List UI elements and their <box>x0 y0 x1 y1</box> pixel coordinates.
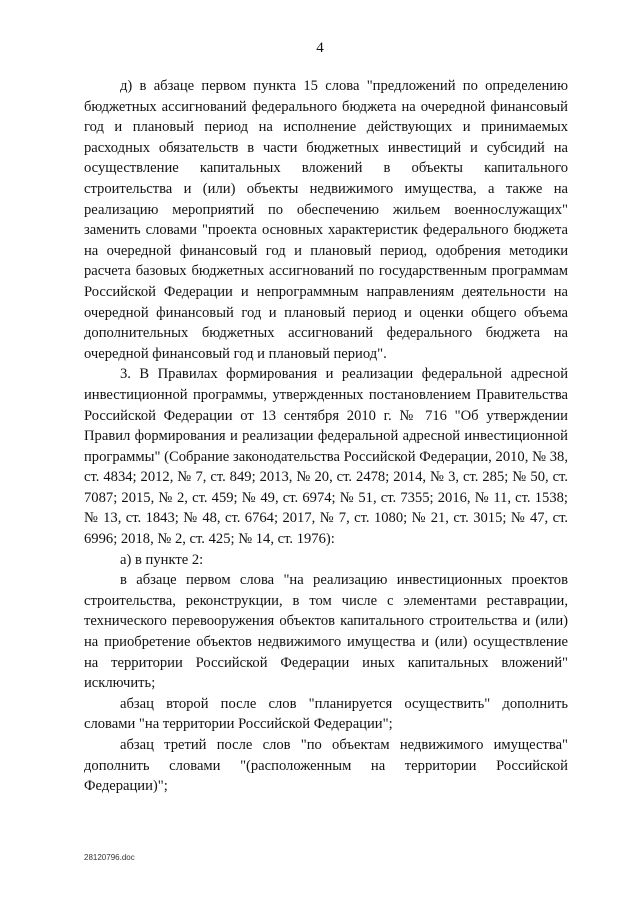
paragraph-section-3: 3. В Правилах формирования и реализации федеральной адресной инвестиционной программы, утвержденных постановлением Правительства Российской Федерации от 13 сентября 2010 г. № 716 "Об утверждении Правил формирования и реализации федеральной адресной инвестиционной программы" (Собрание законодательства Российской Федерации, 2010, № 38, ст. 4834; 2012, № 7, ст. 849; 2013, № 20, ст. 2478; 2014, № 3, ст. 285; № 50, ст. 7087; 2015, № 2, ст. 459; № 49, ст. 6974; № 51, ст. 7355; 2016, № 11, ст. 1538; № 13, ст. 1843; № 48, ст. 6764; 2017, № 7, ст. 1080; № 21, ст. 3015; № 47, ст. 6996; 2018, № 2, ст. 425; № 14, ст. 1976): <box>84 366 568 548</box>
paragraph-third-abzats: абзац третий после слов "по объектам недвижимого имущества" дополнить словами "(расположенным на территории Российской Федерации)"; <box>84 737 568 795</box>
paragraph-first-abzats: в абзаце первом слова "на реализацию инвестиционных проектов строительства, реконструкции, в том числе с элементами реставрации, технического перевооружения объектов капитального строительства и (или) на приобретение объектов недвижимого имущества и (или) осуществление на территории Российской Федерации иных капитальных вложений" исключить; <box>84 572 568 692</box>
footer-filename: 28120796.doc <box>84 853 135 862</box>
paragraph-second-abzats: абзац второй после слов "планируется осуществить" дополнить словами "на территории Российской Федерации"; <box>84 695 568 733</box>
document-body <box>84 76 568 797</box>
paragraph-item-a: а) в пункте 2: <box>120 551 204 568</box>
paragraph-amendment-d: д) в абзаце первом пункта 15 слова "предложений по определению бюджетных ассигнований федерального бюджета на очередной финансовый год и плановый период на исполнение действующих и принимаемых расходных обязательств в части бюджетных инвестиций и субсидий на осуществление капитальных вложений в объекты капитального строительства и (или) объекты недвижимого имущества, а также на реализацию мероприятий по обеспечению жильем военнослужащих" заменить словами "проекта основных характеристик федерального бюджета на очередной финансовый год и плановый период, одобрения методики расчета базовых бюджетных ассигнований по государственным программам Российской Федерации и непрограммным направлениям деятельности на очередной финансовый год и плановый период и оценки общего объема дополнительных бюджетных ассигнований федерального бюджета на очередной финансовый год и плановый период". <box>84 78 568 362</box>
page-number: 4 <box>316 40 324 56</box>
